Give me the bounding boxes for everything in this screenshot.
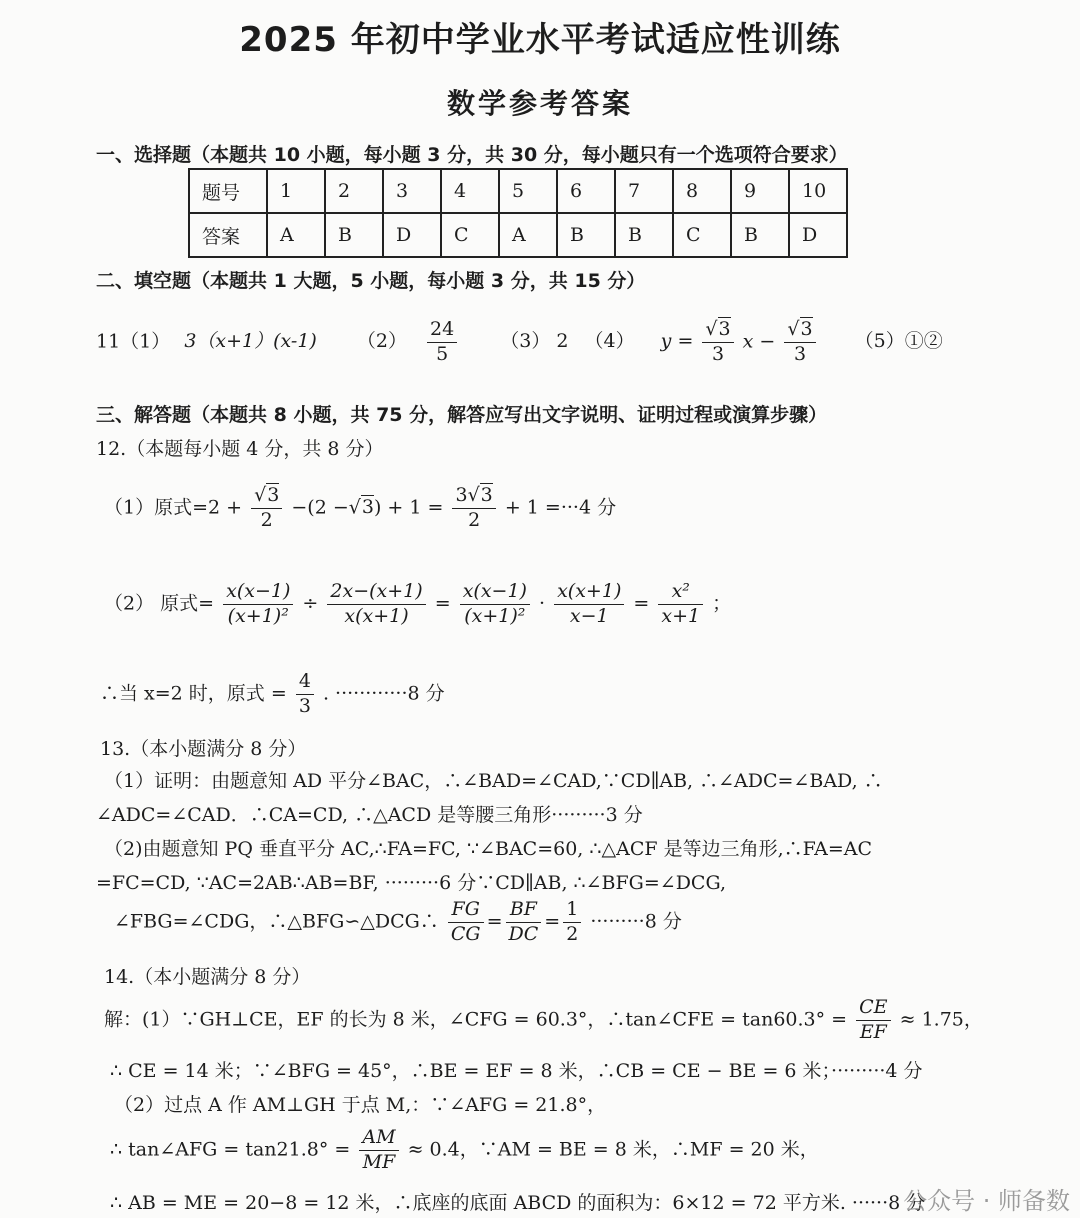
q11-part4-label: （4） [584,330,635,353]
q12-part2-prefix: （2） 原式= [104,592,215,615]
table-cell: A [499,213,557,257]
fraction-numerator: 24 [427,318,457,343]
q14-line1-tail: ≈ 1.75， [899,1008,983,1031]
q13-line2: ∠ADC=∠CAD．∴CA=CD, ∴△ACD 是等腰三角形·········3 分 [96,804,643,826]
q13-line3: （2)由题意知 PQ 垂直平分 AC,∴FA=FC, ∵∠BAC=60, ∴△ACF 是等边三角形,∴FA=AC [104,838,873,860]
q11-line [96,318,943,367]
table-row-answers [189,213,847,257]
fraction-numerator: √3 [251,484,282,509]
table-cell: C [441,213,499,257]
q11-part4-fraction-a [702,318,733,367]
section3-heading: 三、解答题（本题共 8 小题，共 75 分，解答应写出文字说明、证明过程或演算步骤） [96,404,828,426]
table-cell: 6 [557,169,615,213]
q14-title: 14.（本小题满分 8 分） [104,966,311,988]
fraction-denominator: 2 [260,508,273,531]
table-cell: D [383,213,441,257]
q13-line5: ∠FBG=∠CDG，∴△BFG∽△DCG∴ $\frac{FG}{CG}$ = $\frac{BF}{DC}$ = $\frac{1}{2}$ ·········8 分 [114,898,682,945]
q11-part5: （5）①② [854,330,943,353]
table-cell: 1 [267,169,325,213]
q12-part1-mid2: ) + 1 = [373,496,444,519]
q13-fraction-fg-cg: $\frac{FG}{CG}$ [448,898,484,947]
watermark: 公众号 · 师备数 [903,1187,1070,1215]
q14-line3: （2）过点 A 作 AM⊥GH 于点 M,：∵∠AFG = 21.8°， [114,1094,607,1116]
section1-heading: 一、选择题（本题共 10 小题，每小题 3 分，共 30 分，每小题只有一个选项符合要求） [96,144,848,166]
q14-line5: ∴ AB = ME = 20−8 = 12 米，∴底座的底面 ABCD 的面积为：6×12 = 72 平方米. ······8 分 [110,1192,926,1214]
q12-part2-fraction-1: $\frac{x(x-1)}{\text{(x+1)²}}$ [223,580,293,629]
q12-part1-tail: + 1 =···4 分 [504,496,617,519]
table-cell: 2 [325,169,383,213]
q13-title: 13.（本小题满分 8 分） [100,738,307,760]
table-cell: 9 [731,169,789,213]
q14-line4-tail: ≈ 0.4，∵AM = BE = 8 米，∴MF = 20 米， [407,1138,819,1161]
q14-fraction-ce-ef: $\frac{CE}{EF}$ [856,996,890,1045]
q12-part2-fraction-2: $\frac{2x-(x+1)}{x(x+1)}$ [327,580,425,629]
q11-part4-mid: x − [742,330,776,353]
q12-part1-fraction-b [452,484,495,533]
q11-part1: 3（x+1）(x-1) [184,330,317,353]
q12-part3 [100,670,445,719]
q13-fraction-half: $\frac{1}{2}$ [563,898,581,947]
equals-sign: = [434,592,451,615]
table-cell: B [325,213,383,257]
q14-line4 [110,1126,819,1175]
table-cell: 7 [615,169,673,213]
q12-part3-prefix: ∴当 x=2 时，原式 = [100,682,287,705]
table-cell: 8 [673,169,731,213]
q14-line4-prefix: ∴ tan∠AFG = tan21.8° = [110,1138,351,1161]
row-label-answer: 答案 [189,213,267,257]
table-cell: C [673,213,731,257]
fraction-numerator: √3 [784,318,815,343]
q14-fraction-am-mf: $\frac{AM}{MF}$ [359,1126,398,1175]
table-cell: 4 [441,169,499,213]
fraction-numerator: 3√3 [452,484,495,509]
table-cell: A [267,213,325,257]
fraction-denominator: 3 [711,342,725,365]
q12-part2 [104,580,731,629]
q12-part3-tail: . ············8 分 [322,682,445,705]
q12-part2-fraction-4: $\frac{x(x+1)}{x-1}$ [554,580,624,629]
q14-line2: ∴ CE = 14 米；∵∠BFG = 45°，∴BE = EF = 8 米，∴CB = CE − BE = 6 米；·········4 分 [110,1060,923,1082]
q12-part2-fraction-3: $\frac{x(x-1)}{\text{(x+1)²}}$ [460,580,530,629]
q14-line1 [104,996,983,1045]
fraction-denominator: 5 [436,342,449,365]
q11-part2-label: （2） [356,330,407,353]
table-cell: D [789,213,847,257]
q12-part1-prefix: （1）原式=2 + [104,496,243,519]
semicolon: ； [712,592,732,615]
q11-label: 11（1） [96,330,171,353]
fraction-denominator: 2 [468,508,481,531]
q12-part1-fraction-a [251,484,282,533]
table-cell: B [557,213,615,257]
page-title: 2025 年初中学业水平考试适应性训练 [239,20,841,60]
choice-answer-table [188,168,848,258]
fraction-denominator: 3 [793,342,807,365]
table-row-question-numbers [189,169,847,213]
row-label-question: 题号 [189,169,267,213]
q12-part1 [104,484,616,533]
q11-part2-fraction [427,318,457,367]
q13-line5-tail: ·········8 分 [590,910,682,933]
page-subtitle: 数学参考答案 [446,87,633,120]
multiply-dot: · [539,592,546,615]
q12-part3-fraction: $\frac{4}{3}$ [296,670,314,719]
equals-sign: = [633,592,650,615]
q11-part4-lhs: y = [660,330,694,353]
q11-part3: （3） 2 [500,330,569,353]
q12-part1-mid: −(2 − [291,496,349,519]
divide-sign: ÷ [302,592,319,615]
q13-line5-prefix: ∠FBG=∠CDG，∴△BFG∽△DCG∴ [114,910,439,933]
q11-part4-fraction-b [784,318,815,367]
table-cell: 10 [789,169,847,213]
q13-line1: （1）证明：由题意知 AD 平分∠BAC，∴∠BAD=∠CAD,∵CD∥AB, ∴∠ADC=∠BAD, ∴ [104,770,883,792]
fraction-numerator: √3 [702,318,733,343]
table-cell: 3 [383,169,441,213]
q12-part2-fraction-5: $\frac{\text{x²}}{x+1}$ [658,580,703,629]
sqrt-symbol: √3 [348,496,374,519]
q13-fraction-bf-dc: $\frac{BF}{DC}$ [506,898,542,947]
table-cell: B [731,213,789,257]
section2-heading: 二、填空题（本题共 1 大题，5 小题，每小题 3 分，共 15 分） [96,270,646,292]
table-cell: B [615,213,673,257]
table-cell: 5 [499,169,557,213]
q13-line4: =FC=CD, ∵AC=2AB∴AB=BF, ·········6 分∵CD∥AB, ∴∠BFG=∠DCG, [96,872,727,894]
q12-title: 12.（本题每小题 4 分，共 8 分） [96,438,384,460]
q14-line1-prefix: 解：(1）∵GH⊥CE，EF 的长为 8 米，∠CFG = 60.3°，∴tan∠CFE = tan60.3° = [104,1008,848,1031]
